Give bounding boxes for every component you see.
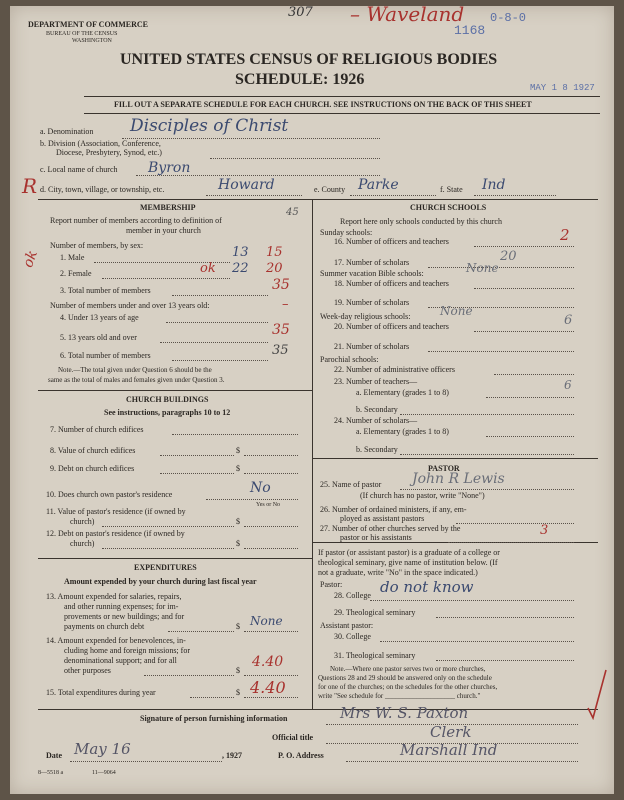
membership-intro-2: member in your church xyxy=(126,226,201,235)
serial-stamp: 0-8-0 xyxy=(490,11,527,25)
q25-note: (If church has no pastor, write "None") xyxy=(360,491,485,500)
red-ok-mark: ok xyxy=(20,248,41,270)
local-name-value[interactable]: Byron xyxy=(148,160,191,176)
pencil-45-mark: 45 xyxy=(286,207,299,218)
q27-label-2: pastor or his assistants xyxy=(340,533,412,542)
q29-label: 29. Theological seminary xyxy=(334,608,416,617)
q15-value[interactable]: 4.40 xyxy=(250,678,286,697)
schedule-title: SCHEDULE: 1926 xyxy=(235,71,365,88)
q13-label: 13. Amount expended for salaries, repairs, xyxy=(46,592,182,601)
separate-schedule-instruction: FILL OUT A SEPARATE SCHEDULE FOR EACH CHURCH. SEE INSTRUCTIONS ON THE BACK OF THIS SHEET xyxy=(114,100,532,109)
q6-total-label: 6. Total number of members xyxy=(60,351,151,360)
q8-label: 8. Value of church edifices xyxy=(50,446,136,455)
q11-label: 11. Value of pastor's residence (if owned by xyxy=(46,507,186,516)
q13-label-3: provements or new buildings; and for xyxy=(64,612,185,621)
q23a-label: a. Elementary (grades 1 to 8) xyxy=(356,388,449,397)
weekday-schools-label: Week-day religious schools: xyxy=(320,312,411,321)
q13-label-2: and other running expenses; for im- xyxy=(64,602,179,611)
q14-label-3: denominational support; and for all xyxy=(64,656,177,665)
q30-label: 30. College xyxy=(334,632,371,641)
signature-value[interactable]: Mrs W. S. Paxton xyxy=(340,704,469,722)
q25-label: 25. Name of pastor xyxy=(320,480,382,489)
q11-label-2: church) xyxy=(70,517,95,526)
q10-hint: Yes or No xyxy=(256,502,281,508)
q15-dollar: $ xyxy=(236,688,240,697)
q24b-label: b. Secondary xyxy=(356,445,398,454)
q14-dollar: $ xyxy=(236,666,240,675)
pastor-heading: PASTOR xyxy=(428,464,460,473)
q27-label: 27. Number of other churches served by the xyxy=(320,524,461,533)
q26-label: 26. Number of ordained ministers, if any, em- xyxy=(320,505,467,514)
q16-value[interactable]: 2 xyxy=(560,226,570,244)
local-name-label: c. Local name of church xyxy=(40,165,118,174)
q13-value[interactable]: None xyxy=(250,614,283,628)
members-by-age-label: Number of members under and over 13 years old: xyxy=(50,301,210,310)
date-value[interactable]: May 16 xyxy=(74,740,131,758)
membership-note-2: same as the total of males and females given under Question 3. xyxy=(48,376,225,384)
q2-female-ok: ok xyxy=(200,261,216,276)
q13-dollar: $ xyxy=(236,622,240,631)
q12-label-2: church) xyxy=(70,539,95,548)
po-address-label: P. O. Address xyxy=(278,751,324,760)
q11-dollar: $ xyxy=(236,517,240,526)
date-year: , 1927 xyxy=(222,751,242,760)
county-label: e. County xyxy=(314,185,346,194)
q26-label-2: ployed as assistant pastors xyxy=(340,514,425,523)
q7-label: 7. Number of church edifices xyxy=(50,425,144,434)
pastor-note-4: write "See schedule for ____________________ church." xyxy=(318,692,481,700)
bureau-label: BUREAU OF THE CENSUS xyxy=(46,31,118,37)
members-by-sex-label: Number of members, by sex: xyxy=(50,241,144,250)
form-title: UNITED STATES CENSUS OF RELIGIOUS BODIES xyxy=(120,51,498,68)
buildings-heading: CHURCH BUILDINGS xyxy=(126,395,209,404)
q20-value[interactable]: 6 xyxy=(564,313,573,328)
top-place-annotation: – Waveland xyxy=(350,2,465,26)
q2-female-value[interactable]: 22 xyxy=(232,261,249,276)
q3-total-value[interactable]: 35 xyxy=(272,277,290,293)
pastor-note: Note.—Where one pastor serves two or more churches, xyxy=(330,665,486,673)
q2-female-label: 2. Female xyxy=(60,269,92,278)
date-label: Date xyxy=(46,751,62,760)
summer-schools-label: Summer vacation Bible schools: xyxy=(320,269,424,278)
q14-label: 14. Amount expended for benevolences, in- xyxy=(46,636,186,645)
q28-value[interactable]: do not know xyxy=(380,578,474,596)
county-value[interactable]: Parke xyxy=(358,177,399,193)
expenditures-heading: EXPENDITURES xyxy=(134,563,197,572)
q1-male-correction: 15 xyxy=(266,245,283,260)
graduate-instructions-3: not a graduate, write "No" in the space indicated.) xyxy=(318,568,478,577)
q14-value[interactable]: 4.40 xyxy=(252,654,284,670)
division-label: b. Division (Association, Conference, xyxy=(40,139,161,148)
denomination-value[interactable]: Disciples of Christ xyxy=(130,116,289,136)
q15-label: 15. Total expenditures during year xyxy=(46,688,156,697)
q9-label: 9. Debt on church edifices xyxy=(50,464,135,473)
division-label-2: Diocese, Presbytery, Synod, etc.) xyxy=(56,148,162,157)
official-title-label: Official title xyxy=(272,733,314,742)
q1-male-value[interactable]: 13 xyxy=(232,245,249,260)
city-value[interactable]: Howard xyxy=(218,177,275,193)
schools-heading: CHURCH SCHOOLS xyxy=(410,203,487,212)
red-r-mark: R xyxy=(22,174,38,198)
graduate-instructions-2: theological seminary, give name of institution below. (If xyxy=(318,558,498,567)
q24-label: 24. Number of scholars— xyxy=(334,416,418,425)
q12-dollar: $ xyxy=(236,539,240,548)
weekday-schools-value[interactable]: None xyxy=(440,304,473,318)
buildings-subheading: See instructions, paragraphs 10 to 12 xyxy=(104,408,231,417)
membership-intro: Report number of members according to definition of xyxy=(50,216,222,225)
print-number: 11—9064 xyxy=(92,770,116,776)
official-title-value[interactable]: Clerk xyxy=(430,723,472,741)
membership-note: Note.—The total given under Question 6 should be the xyxy=(58,366,212,374)
q16-label: 16. Number of officers and teachers xyxy=(334,237,449,246)
q14-label-4: other purposes xyxy=(64,666,111,675)
q10-value[interactable]: No xyxy=(250,480,271,496)
membership-heading: MEMBERSHIP xyxy=(140,203,196,212)
department-label: DEPARTMENT OF COMMERCE xyxy=(28,20,149,29)
pastor-note-3: for one of the churches; on the schedules for the other churches, xyxy=(318,683,498,691)
q25-value[interactable]: John R Lewis xyxy=(412,471,505,487)
pastor-note-2: Questions 28 and 29 should be answered only on the schedule xyxy=(318,674,492,682)
q24a-label: a. Elementary (grades 1 to 8) xyxy=(356,427,449,436)
pastor-subheading: Pastor: xyxy=(320,580,343,589)
po-address-value[interactable]: Marshall Ind xyxy=(400,741,498,759)
q4-under13-label: 4. Under 13 years of age xyxy=(60,313,139,322)
q23a-value[interactable]: 6 xyxy=(564,378,572,392)
q9-dollar: $ xyxy=(236,464,240,473)
state-label: f. State xyxy=(440,185,463,194)
q21-label: 21. Number of scholars xyxy=(334,342,410,351)
received-date-stamp: MAY 1 8 1927 xyxy=(530,83,595,93)
q17-value[interactable]: 20 xyxy=(500,249,517,264)
assistant-pastor-subheading: Assistant pastor: xyxy=(320,621,374,630)
q27-value[interactable]: 3 xyxy=(540,523,549,538)
denomination-label: a. Denomination xyxy=(40,127,94,136)
serial-number: 1168 xyxy=(454,23,486,38)
sunday-schools-label: Sunday schools: xyxy=(320,228,373,237)
age-check-mark: – xyxy=(282,297,289,312)
q23b-label: b. Secondary xyxy=(356,405,398,414)
top-number: 307 xyxy=(288,5,313,20)
schools-subheading: Report here only schools conducted by this church xyxy=(340,217,502,226)
q20-label: 20. Number of officers and teachers xyxy=(334,322,449,331)
city-label: WASHINGTON xyxy=(72,38,112,44)
q23-label: 23. Number of teachers— xyxy=(334,377,418,386)
q5-over13-label: 5. 13 years old and over xyxy=(60,333,137,342)
q18-label: 18. Number of officers and teachers xyxy=(334,279,449,288)
summer-schools-value[interactable]: None xyxy=(466,261,499,275)
q14-label-2: cluding home and foreign missions; for xyxy=(64,646,190,655)
q8-dollar: $ xyxy=(236,446,240,455)
graduate-instructions: If pastor (or assistant pastor) is a graduate of a college or xyxy=(318,548,500,557)
state-value[interactable]: Ind xyxy=(482,177,506,193)
signature-label: Signature of person furnishing information xyxy=(140,714,288,723)
form-number: 8—5518 a xyxy=(38,770,64,776)
q3-total-label: 3. Total number of members xyxy=(60,286,151,295)
city-label: d. City, town, village, or township, etc. xyxy=(40,185,165,194)
expenditures-subheading: Amount expended by your church during last fiscal year xyxy=(64,577,257,586)
q13-label-4: payments on church debt xyxy=(64,622,145,631)
q5-over13-value[interactable]: 35 xyxy=(272,322,290,338)
q1-male-label: 1. Male xyxy=(60,253,85,262)
q2-female-correction: 20 xyxy=(266,261,283,276)
q22-label: 22. Number of administrative officers xyxy=(334,365,455,374)
q10-label: 10. Does church own pastor's residence xyxy=(46,490,173,499)
q28-label: 28. College xyxy=(334,591,371,600)
q6-total-value[interactable]: 35 xyxy=(272,343,289,358)
q31-label: 31. Theological seminary xyxy=(334,651,416,660)
q12-label: 12. Debt on pastor's residence (if owned by xyxy=(46,529,185,538)
q19-label: 19. Number of scholars xyxy=(334,298,410,307)
parochial-schools-label: Parochial schools: xyxy=(320,355,379,364)
red-check-mark xyxy=(586,668,608,720)
q17-label: 17. Number of scholars xyxy=(334,258,410,267)
